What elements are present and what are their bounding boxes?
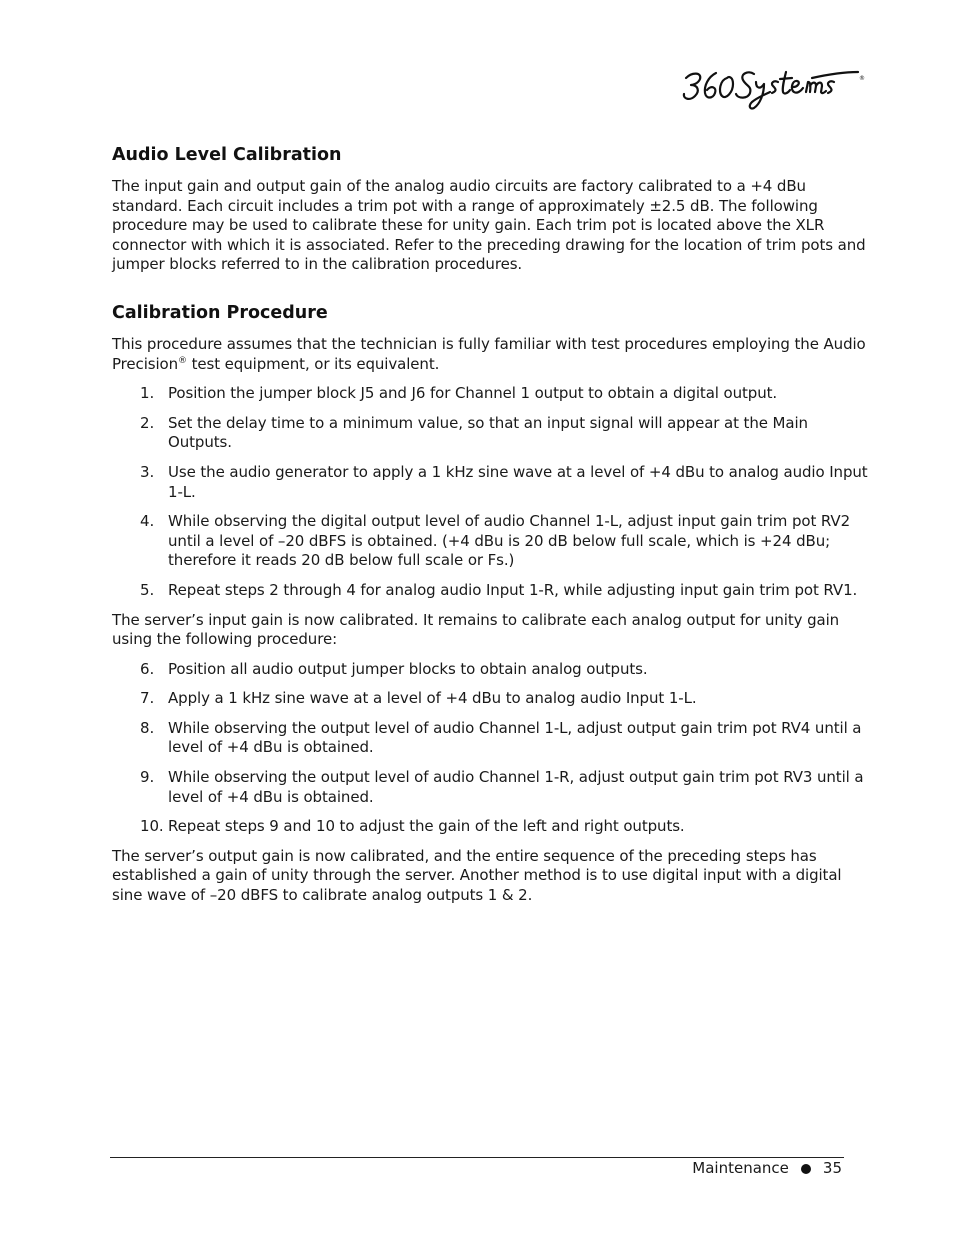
step-number: 1. [140,384,155,403]
step-text: While observing the digital output level of audio Channel 1-L, adjust input gain trim pot RV2 until a level of –20 dBFS is obtained. (+4 dBu is 20 dB below full scale, which is +24 dBu; therefore it reads 20 dB below full scale or Fs.) [168,512,851,570]
list-item [112,660,868,680]
list-item [112,581,868,601]
step-text: Apply a 1 kHz sine wave at a level of +4 dBu to analog audio Input 1-L. [168,689,697,708]
procedure-steps-input [112,384,868,600]
list-item [112,463,868,502]
step-text: While observing the output level of audio Channel 1-R, adjust output gain trim pot RV3 until a level of +4 dBu is obtained. [168,768,864,806]
paragraph-calibration-intro: This procedure assumes that the technician is fully familiar with test procedures employing the Audio Precision® test equipment, or its equivalent. [112,334,866,373]
page-number: 35 [822,1159,842,1177]
paragraph-output-calibrated: The server’s output gain is now calibrated, and the entire sequence of the preceding steps has established a gain of unity through the server. Another method is to use digital input with a digital sine wave of –20 dBFS to calibrate analog outputs 1 & 2. [112,846,842,905]
heading-audio-level-calibration: Audio Level Calibration [112,145,342,165]
step-text: Position all audio output jumper blocks to obtain analog outputs. [168,659,648,678]
list-item [112,719,868,758]
page-content [112,144,868,906]
list-item [112,768,868,807]
step-number: 7. [140,689,155,708]
procedure-steps-output [112,660,868,837]
step-text: Repeat steps 2 through 4 for analog audio Input 1-R, while adjusting input gain trim pot RV1. [168,580,858,599]
step-number: 6. [140,659,155,678]
list-item [112,512,868,571]
step-number: 3. [140,462,155,481]
step-number: 2. [140,413,155,432]
step-text: Use the audio generator to apply a 1 kHz sine wave at a level of +4 dBu to analog audio Input 1-L. [168,462,868,501]
registered-mark: ® [859,75,865,82]
brand-logo [680,64,868,114]
step-text: Position the jumper block J5 and J6 for Channel 1 output to obtain a digital output. [168,384,778,403]
step-number: 4. [140,512,155,531]
heading-calibration-procedure: Calibration Procedure [112,302,328,323]
footer-rule [110,1157,844,1158]
step-text: While observing the output level of audio Channel 1-L, adjust output gain trim pot RV4 until a level of +4 dBu is obtained. [168,718,862,757]
list-item [112,384,868,404]
page-footer [692,1159,842,1178]
step-text: Set the delay time to a minimum value, so that an input signal will appear at the Main Outputs. [168,413,808,452]
registered-superscript: ® [178,355,187,366]
list-item [112,817,868,837]
step-text: Repeat steps 9 and 10 to adjust the gain of the left and right outputs. [168,817,685,836]
step-number: 10. [140,817,164,836]
paragraph-input-calibrated: The server’s input gain is now calibrated. It remains to calibrate each analog output for unity gain using the following procedure: [112,610,840,649]
step-number: 8. [140,718,155,737]
list-item [112,689,868,709]
footer-section: Maintenance [692,1159,789,1177]
list-item [112,414,868,453]
bullet-icon [801,1164,811,1174]
step-number: 5. [140,580,155,599]
paragraph-audio-level-calibration: The input gain and output gain of the analog audio circuits are factory calibrated to a +4 dBu standard. Each circuit includes a trim pot with a range of approximately ±2.5 dB. The following procedure may be used to calibrate these for unity gain. Each trim pot is located above the XLR connector with which it is associated. Refer to the preceding drawing for the location of trim pots and jumper blocks referred to in the calibration procedures. [112,177,866,274]
step-number: 9. [140,768,155,787]
